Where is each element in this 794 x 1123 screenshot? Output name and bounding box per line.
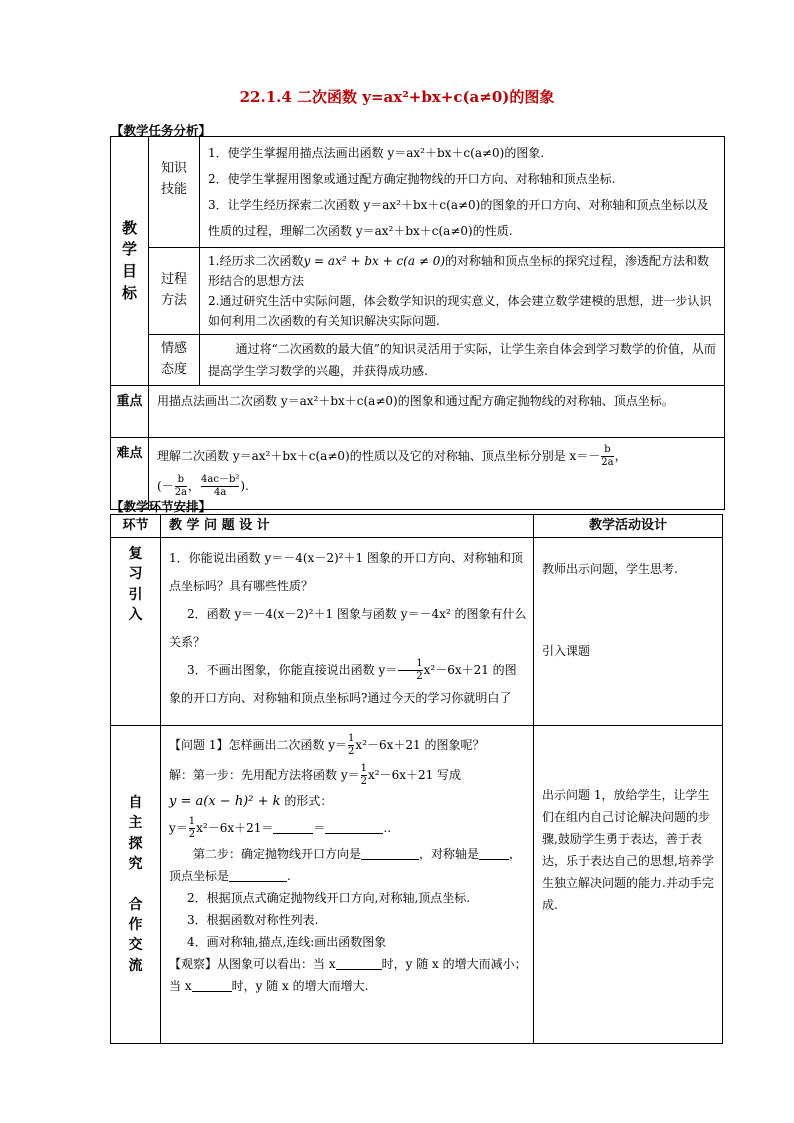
header-stage: 环节 [111, 515, 161, 538]
task-analysis-table [110, 136, 725, 510]
answer-blank [336, 956, 382, 970]
difficulty-label: 难点 [111, 438, 149, 510]
header-activity-design: 教学活动设计 [534, 515, 723, 538]
key-point-label: 重点 [111, 386, 149, 438]
key-point-content: 用描点法画出二次函数 y＝ax²＋bx＋c(a≠0)的图象和通过配方确定抛物线的对称轴、顶点坐标。 [149, 386, 725, 438]
answer-blank [192, 978, 232, 992]
emotion-attitude-label: 情感 态度 [149, 335, 200, 386]
explore-questions: 【问题 1】怎样画出二次函数 y＝ $\frac{1}{2}$ x²－6x＋21 的图象呢？ 解：第一步：先用配方法将函数 y＝ $\frac{1}{2}$ x²－6x＋21 写成 y = a(x − h)² + k 的形式： y＝ $\frac{1}{2}$ x²－6x＋21＝ ＝ .. 第二步：确定抛物线开口方向是 ，对称轴是 ，顶点坐标是 . 2．根据顶点式确定抛物线开口方向,对称轴,顶点坐标. 3．根据函数对称性列表. 4．画对称轴,描点,连线:画出函数图象 【观察】从图象可以看出：当 x 时，y 随 x 的增大而减小；当 x 时，y 随 x 的增大而增大. [161, 726, 534, 1044]
lesson-plan-table [110, 514, 723, 1044]
review-stage-label: 复 习 引 入 [111, 538, 161, 726]
answer-blank [361, 846, 419, 860]
process-methods-content: 1.经历求二次函数y = ax² + bx + c(a ≠ 0)的对称轴和顶点坐标的探究过程，渗透配方法和数形结合的思想方法 2.通过研究生活中实际问题，体会数学知识的现实意义，体会建立数学建模的思想，进一步认识如何利用二次函数的有关知识解决实际问题. [200, 248, 725, 335]
section-heading-task-analysis: 【教学任务分析】 [111, 123, 212, 138]
answer-blank [479, 846, 509, 860]
explore-activities: 出示问题 1，放给学生，让学生们在组内自己讨论解决问题的步骤,鼓励学生勇于表达，善于表达，乐于表达自己的思想,培养学生独立解决问题的能力.并动手完成. [534, 726, 723, 1044]
answer-blank [229, 868, 287, 882]
process-methods-label: 过程 方法 [149, 248, 200, 335]
knowledge-skills-label: 知识 技能 [149, 137, 200, 248]
answer-blank [325, 820, 383, 834]
emotion-attitude-content: 通过将“二次函数的最大值”的知识灵活用于实际，让学生亲自体会到学习数学的价值，从而提高学生学习数学的兴趣，并获得成功感. [200, 335, 725, 386]
review-activities: 教师出示问题，学生思考. 引入课题 [534, 538, 723, 726]
answer-blank [273, 820, 313, 834]
teaching-goals-label: 教 学 目 标 [111, 137, 149, 386]
explore-stage-label: 自 主 探 究 合 作 交 流 [111, 726, 161, 1044]
difficulty-content: 理解二次函数 y＝ax²＋bx＋c(a≠0)的性质以及它的对称轴、顶点坐标分别是 x＝－ $\frac{b}{2a}$ ， (－ $\frac{b}{2a}$ ， $\frac{\text{4ac－b²}}{4a}$ ). [149, 438, 725, 510]
header-question-design: 教 学 问 题 设 计 [161, 515, 534, 538]
knowledge-skills-content: 1．使学生掌握用描点法画出函数 y＝ax²＋bx＋c(a≠0)的图象. 2．使学生掌握用图象或通过配方确定抛物线的开口方向、对称轴和顶点坐标. 3．让学生经历探索二次函数 y＝ax²＋bx＋c(a≠0)的图象的开口方向、对称轴和顶点坐标以及性质的过程，理解二次函数 y＝ax²＋bx＋c(a≠0)的性质. [200, 137, 725, 248]
page-title: 22.1.4 二次函数 y=ax²+bx+c(a≠0)的图象 [239, 88, 555, 106]
review-questions: 1．你能说出函数 y＝－4(x－2)²＋1 图象的开口方向、对称轴和顶点坐标吗？具有哪些性质？ 2．函数 y＝－4(x－2)²＋1 图象与函数 y＝－4x² 的图象有什么关系？ 3．不画出图象，你能直接说出函数 y＝ $\frac{1}{2}$ x²－6x＋21 的图象的开口方向、对称轴和顶点坐标吗?通过今天的学习你就明白了 [161, 538, 534, 726]
section-heading-plan: 【教学环节安排】 [111, 499, 212, 514]
